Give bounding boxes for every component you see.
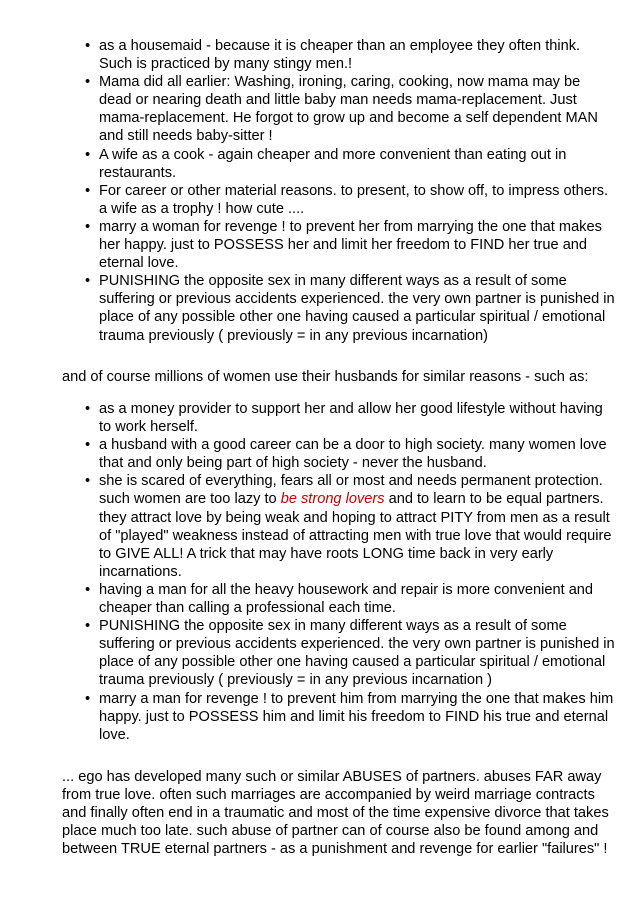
list-item: • having a man for all the heavy housework and repair is more convenient and cheaper than calling a professional each time. <box>85 581 615 617</box>
list-item-text: and to learn to be equal partners. they attract love by being weak and hoping to attract PITY from men as a result of "played" weakness instead of attracting men with true love that would require to GIVE ALL! A trick that may have roots LONG time back in very early incarnations. <box>99 491 612 580</box>
closing-paragraph: ... ego has developed many such or similar ABUSES of partners. abuses FAR away from true love. often such marriages are accompanied by weird marriage contracts and finally often end in a traumatic and most of the time expensive divorce that takes place much too late. such abuse of partner can of course also be found among and between TRUE eternal partners - as a punishment and revenge for earlier "failures" ! <box>62 769 609 858</box>
list-item: • marry a man for revenge ! to prevent him from marrying the one that makes him happy. just to POSSESS him and limit his freedom to FIND his true and eternal love. <box>85 690 615 744</box>
list-item: • PUNISHING the opposite sex in many different ways as a result of some suffering or previous accidents experienced. the very own partner is punished in place of any possible other one having caused a particular spiritual / emotional trauma previously ( previously = in any previous incarnation ) <box>85 617 615 689</box>
list-item: • Mama did all earlier: Washing, ironing, caring, cooking, now mama may be dead or nearing death and little baby man needs mama-replacement. Just mama-replacement. He forgot to grow up and become a self dependent MAN and still needs baby-sitter ! <box>85 73 615 145</box>
list-item: • as a housemaid - because it is cheaper than an employee they often think. Such is practiced by many stingy men.! <box>85 37 615 73</box>
list-item: • For career or other material reasons. to present, to show off, to impress others. a wife as a trophy ! how cute .... <box>85 182 615 218</box>
list-item: • a husband with a good career can be a door to high society. many women love that and only being part of high society - never the husband. <box>85 436 615 472</box>
list-item: • marry a woman for revenge ! to prevent her from marrying the one that makes her happy. just to POSSESS her and limit her freedom to FIND her true and eternal love. <box>85 218 615 272</box>
men-reasons-list <box>85 37 615 345</box>
list-item: • as a money provider to support her and allow her good lifestyle without having to work herself. <box>85 400 615 436</box>
women-reasons-list <box>85 400 615 744</box>
list-item: • PUNISHING the opposite sex in many different ways as a result of some suffering or previous accidents experienced. the very own partner is punished in place of any possible other one having caused a particular spiritual / emotional trauma previously ( previously = in any previous incarnation) <box>85 272 615 344</box>
list-item <box>85 472 615 581</box>
list-item: • A wife as a cook - again cheaper and more convenient than eating out in restaurants. <box>85 146 615 182</box>
list-item-text: she is scared of everything, fears all or most and needs permanent protection. such women are too lazy to <box>99 473 603 508</box>
be-strong-lovers-link[interactable]: be strong lovers <box>280 491 385 508</box>
women-intro-paragraph: and of course millions of women use their husbands for similar reasons - such as: <box>62 369 589 385</box>
